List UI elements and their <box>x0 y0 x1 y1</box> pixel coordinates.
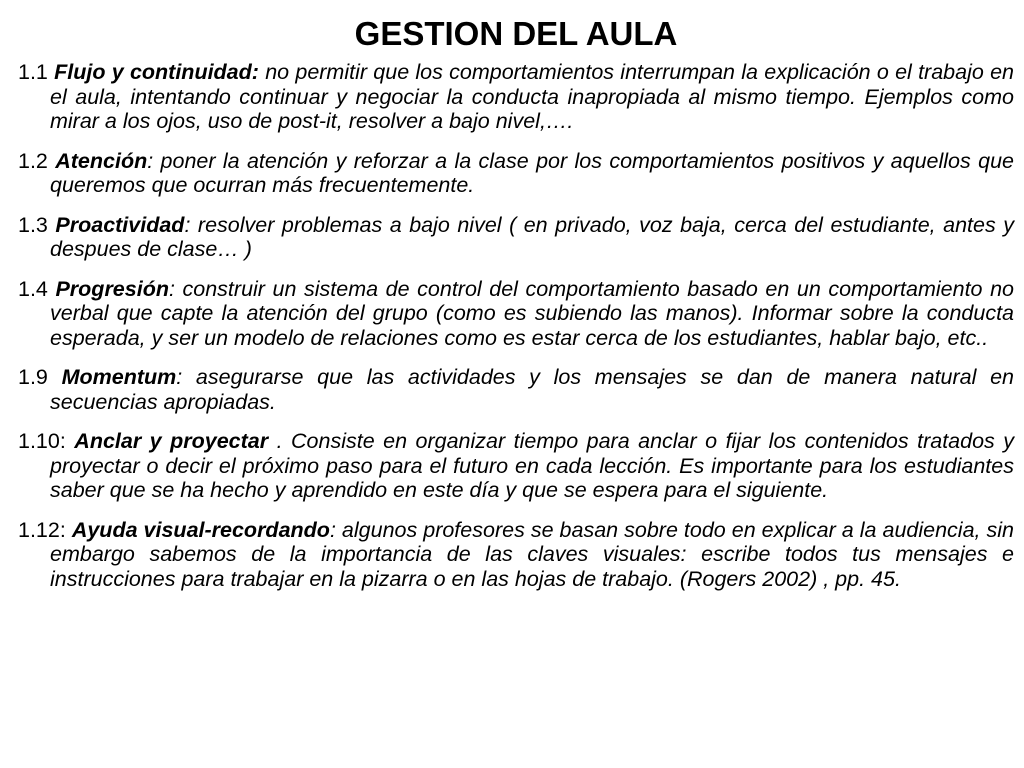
item-number: 1.12: <box>18 517 72 542</box>
item-text: . Consiste en organizar tiempo para anclar o fijar los contenidos tratados y proyectar o decir el próximo paso para el futuro en cada lección. Es importante para los estudiantes saber que se ha hecho y aprendido en este día y que se espera para el siguiente. <box>50 429 1015 502</box>
item-term: Flujo y continuidad: <box>54 60 259 84</box>
item-text: : asegurarse que las actividades y los mensajes se dan de manera natural en secuencias apropiadas. <box>50 365 1014 414</box>
item-number: 1.2 <box>18 148 56 173</box>
list-item-1-9 <box>18 365 1014 414</box>
item-text: : construir un sistema de control del comportamiento basado en un comportamiento no verbal que capte la atención del grupo (como es subiendo las manos). Informar sobre la conducta esperada, y ser un modelo de relaciones como es estar cerca de los estudiantes, hablar bajo, etc.. <box>50 276 1014 350</box>
item-term: Momentum <box>61 365 177 389</box>
item-text: : poner la atención y reforzar a la clase por los comportamientos positivos y aquellos que queremos que ocurran más frecuentemente. <box>50 148 1014 197</box>
item-term: Atención <box>55 148 148 173</box>
item-term: Proactividad <box>55 212 185 237</box>
item-number: 1.4 <box>18 276 56 301</box>
item-number: 1.3 <box>18 212 56 237</box>
item-number: 1.9 <box>18 365 62 389</box>
item-text: : resolver problemas a bajo nivel ( en privado, voz baja, cerca del estudiante, antes y despues de clase… ) <box>50 212 1014 261</box>
page-title: GESTION DEL AULA <box>354 15 678 52</box>
list-item-1-1 <box>18 60 1014 134</box>
item-number: 1.10: <box>18 429 75 453</box>
item-term: Progresión <box>55 276 169 301</box>
item-text: : algunos profesores se basan sobre todo en explicar a la audiencia, sin embargo sabemos de la importancia de las claves visuales: escribe todos tus mensajes e instrucciones para trabajar en la pizarra o en las hojas de trabajo. (Rogers 2002) , pp. 45. <box>50 517 1014 591</box>
list-item-1-12 <box>18 518 1014 592</box>
item-text: no permitir que los comportamientos interrumpan la explicación o el trabajo en el aula, intentando continuar y negociar la conducta inapropiada al mismo tiempo. Ejemplos como mirar a los ojos, uso de post-it, resolver a bajo nivel,…. <box>50 60 1014 133</box>
list-item-1-3 <box>18 213 1014 262</box>
list-item-1-2 <box>18 149 1014 198</box>
item-number: 1.1 <box>18 60 55 84</box>
list-item-1-4 <box>18 277 1014 351</box>
item-term: Anclar y proyectar <box>74 429 269 453</box>
list-item-1-10 <box>18 429 1014 503</box>
item-term: Ayuda visual-recordando <box>71 517 330 542</box>
